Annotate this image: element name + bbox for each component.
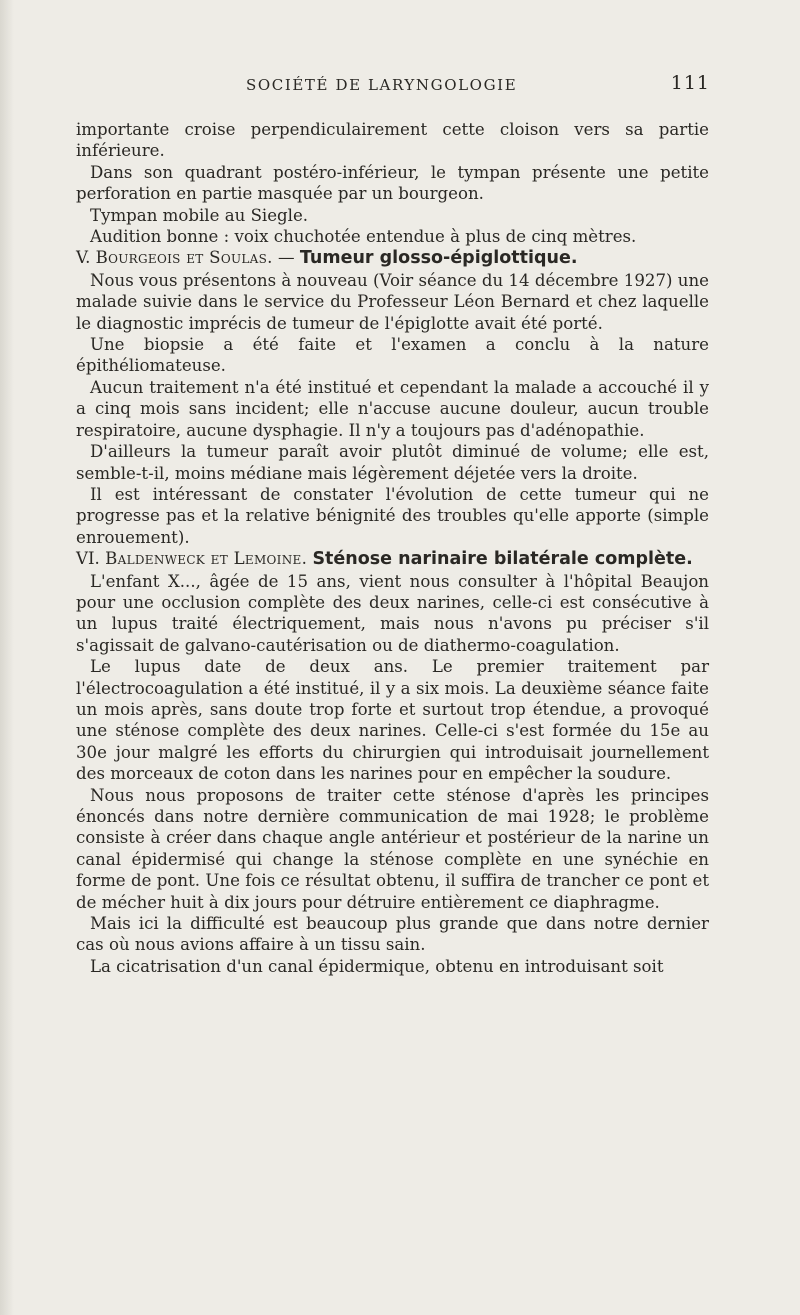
page-body (76, 119, 709, 977)
section-vi-paragraph: La cicatrisation d'un canal épidermique, obtenu en introduisant soit (90, 956, 664, 976)
page-header (76, 72, 710, 100)
section-vi-paragraph: Mais ici la difficulté est beaucoup plus grande que dans notre dernier cas où nous avions affaire à un tissu sain. (76, 914, 709, 955)
section-v-paragraph: Aucun traitement n'a été institué et cependant la malade a accouché il y a cinq mois sans incident; elle n'accuse aucune douleur, aucun trouble respiratoire, aucune dysphagie. Il n'y a toujours pas d'adénopathie. (76, 377, 709, 440)
section-heading-vi (76, 548, 709, 570)
section-dash: — (278, 248, 295, 268)
section-title: Sténose narinaire bilatérale complète. (312, 549, 693, 570)
section-v-paragraph: Il est intéressant de constater l'évolution de cette tumeur qui ne progresse pas et la relative bénignité des troubles qu'elle apporte (simple enrouement). (76, 484, 709, 547)
running-head: SOCIÉTÉ DE LARYNGOLOGIE (246, 76, 518, 94)
section-vi-paragraph: Le lupus date de deux ans. Le premier traitement par l'électrocoagulation a été institué, il y a six mois. La deuxième séance faite un mois après, sans doute trop forte et surtout trop étendue, a provoqué une sténose complète des deux narines. Celle-ci s'est formée du 15e au 30e jour malgré les efforts du chirurgien qui introduisait journellement des morceaux de coton dans les narines pour en empêcher la soudure. (76, 657, 709, 784)
section-v-paragraph: Nous vous présentons à nouveau (Voir séance du 14 décembre 1927) une malade suivie dans le service du Professeur Léon Bernard et chez laquelle le diagnostic imprécis de tumeur de l'épiglotte avait été porté. (76, 270, 709, 333)
intro-paragraph: Audition bonne : voix chuchotée entendue à plus de cinq mètres. (90, 227, 637, 247)
section-v-paragraph: Une biopsie a été faite et l'examen a conclu à la nature épithéliomateuse. (76, 335, 709, 376)
section-heading-v (76, 247, 709, 269)
section-v-paragraph: D'ailleurs la tumeur paraît avoir plutôt diminué de volume; elle est, semble-t-il, moins médiane mais légèrement déjetée vers la droite. (76, 442, 709, 483)
section-authors: Bourgeois et Soulas. (95, 248, 273, 268)
intro-paragraph: Tympan mobile au Siegle. (90, 205, 309, 225)
section-vi-paragraph: Nous nous proposons de traiter cette sténose d'après les principes énoncés dans notre dernière communication de mai 1928; le problème consiste à créer dans chaque angle antérieur et postérieur de la narine un canal épidermisé qui change la sténose complète en une synéchie en forme de pont. Une fois ce résultat obtenu, il suffira de trancher ce pont et de mécher huit à dix jours pour détruire entièrement ce diaphragme. (76, 785, 709, 912)
section-number: V. (76, 248, 91, 268)
page-number: 111 (670, 72, 710, 94)
section-number: VI. (76, 549, 100, 569)
page-edge-shadow (0, 0, 14, 1315)
section-vi-paragraph: L'enfant X..., âgée de 15 ans, vient nous consulter à l'hôpital Beaujon pour une occlusion complète des deux narines, celle-ci est consécutive à un lupus traité électriquement, mais nous n'avons pu préciser s'il s'agissait de galvano-cautérisation ou de diathermo-coagulation. (76, 571, 709, 655)
intro-paragraph: Dans son quadrant postéro-inférieur, le tympan présente une petite perforation en partie masquée par un bourgeon. (76, 162, 709, 204)
section-authors: Baldenweck et Lemoine. (105, 549, 308, 569)
section-title: Tumeur glosso-épiglottique. (299, 248, 578, 269)
intro-paragraph: importante croise perpendiculairement cette cloison vers sa partie inférieure. (76, 120, 709, 161)
